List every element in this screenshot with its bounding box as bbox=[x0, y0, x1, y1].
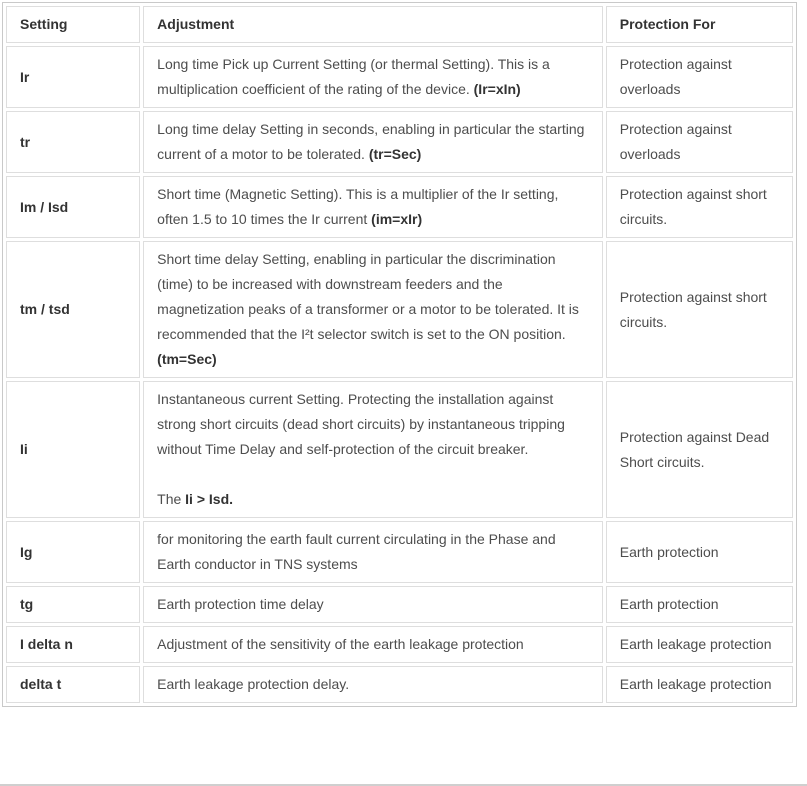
table-row bbox=[6, 626, 793, 663]
header-row bbox=[6, 6, 793, 43]
adjustment-text-segment: The bbox=[157, 491, 186, 507]
adjustment-cell bbox=[143, 176, 603, 238]
protection-cell: Protection against short circuits. bbox=[606, 241, 793, 378]
adjustment-text-segment: Earth protection time delay bbox=[157, 596, 324, 612]
adjustment-cell bbox=[143, 521, 603, 583]
adjustment-cell bbox=[143, 586, 603, 623]
table-row bbox=[6, 521, 793, 583]
adjustment-text-segment: Short time delay Setting, enabling in particular the discrimination (time) to be increased with downstream feeders and the magnetization peaks of a transformer or a motor to be tolerated. It is recommended that the I²t selector switch is set to the ON position. bbox=[157, 251, 579, 342]
setting-cell: Ir bbox=[6, 46, 140, 108]
table-row bbox=[6, 111, 793, 173]
setting-cell: delta t bbox=[6, 666, 140, 703]
adjustment-cell bbox=[143, 381, 603, 518]
setting-cell: Ig bbox=[6, 521, 140, 583]
protection-cell: Earth protection bbox=[606, 521, 793, 583]
table-body bbox=[6, 46, 793, 703]
adjustment-cell bbox=[143, 241, 603, 378]
adjustment-paragraph bbox=[157, 387, 589, 462]
setting-cell: Im / Isd bbox=[6, 176, 140, 238]
table-row bbox=[6, 46, 793, 108]
adjustment-paragraph bbox=[157, 592, 589, 617]
setting-cell: tg bbox=[6, 586, 140, 623]
setting-cell: tr bbox=[6, 111, 140, 173]
table-row bbox=[6, 586, 793, 623]
table-row bbox=[6, 176, 793, 238]
adjustment-text-segment: Earth leakage protection delay. bbox=[157, 676, 350, 692]
adjustment-text-segment: Short time (Magnetic Setting). This is a multiplier of the Ir setting, often 1.5 to 10 times the Ir current bbox=[157, 186, 559, 227]
adjustment-cell bbox=[143, 46, 603, 108]
adjustment-text-segment: Adjustment of the sensitivity of the earth leakage protection bbox=[157, 636, 524, 652]
column-header-setting: Setting bbox=[6, 6, 140, 43]
adjustment-bold-segment: (im=xIr) bbox=[371, 211, 423, 227]
adjustment-text-segment: Instantaneous current Setting. Protecting the installation against strong short circuits (dead short circuits) by instantaneous tripping without Time Delay and self-protection of the circuit breaker. bbox=[157, 391, 565, 457]
adjustment-cell bbox=[143, 111, 603, 173]
protection-cell: Protection against short circuits. bbox=[606, 176, 793, 238]
protection-cell: Earth protection bbox=[606, 586, 793, 623]
adjustment-paragraph bbox=[157, 527, 589, 577]
table-row bbox=[6, 666, 793, 703]
table-row bbox=[6, 241, 793, 378]
adjustment-paragraph bbox=[157, 117, 589, 167]
protection-cell: Earth leakage protection bbox=[606, 666, 793, 703]
adjustment-paragraph bbox=[157, 632, 589, 657]
setting-cell: tm / tsd bbox=[6, 241, 140, 378]
adjustment-cell bbox=[143, 626, 603, 663]
adjustment-cell bbox=[143, 666, 603, 703]
adjustment-bold-segment: Ii > Isd. bbox=[185, 491, 234, 507]
setting-cell: I delta n bbox=[6, 626, 140, 663]
column-header-adjustment: Adjustment bbox=[143, 6, 603, 43]
protection-settings-table bbox=[2, 2, 797, 707]
adjustment-bold-segment: (Ir=xIn) bbox=[473, 81, 521, 97]
column-header-protection-for: Protection For bbox=[606, 6, 793, 43]
adjustment-paragraph bbox=[157, 487, 589, 512]
adjustment-paragraph bbox=[157, 52, 589, 102]
adjustment-bold-segment: (tm=Sec) bbox=[157, 351, 217, 367]
protection-cell: Protection against Dead Short circuits. bbox=[606, 381, 793, 518]
adjustment-paragraph bbox=[157, 672, 589, 697]
setting-cell: Ii bbox=[6, 381, 140, 518]
adjustment-paragraph bbox=[157, 247, 589, 372]
adjustment-text-segment: Long time delay Setting in seconds, enabling in particular the starting current of a motor to be tolerated. bbox=[157, 121, 585, 162]
table-header bbox=[6, 6, 793, 43]
protection-cell: Protection against overloads bbox=[606, 46, 793, 108]
protection-cell: Protection against overloads bbox=[606, 111, 793, 173]
table-row bbox=[6, 381, 793, 518]
adjustment-text-segment: for monitoring the earth fault current circulating in the Phase and Earth conductor in TNS systems bbox=[157, 531, 556, 572]
adjustment-paragraph bbox=[157, 182, 589, 232]
adjustment-text-segment: Long time Pick up Current Setting (or thermal Setting). This is a multiplication coefficient of the rating of the device. bbox=[157, 56, 550, 97]
adjustment-bold-segment: (tr=Sec) bbox=[368, 146, 422, 162]
protection-cell: Earth leakage protection bbox=[606, 626, 793, 663]
